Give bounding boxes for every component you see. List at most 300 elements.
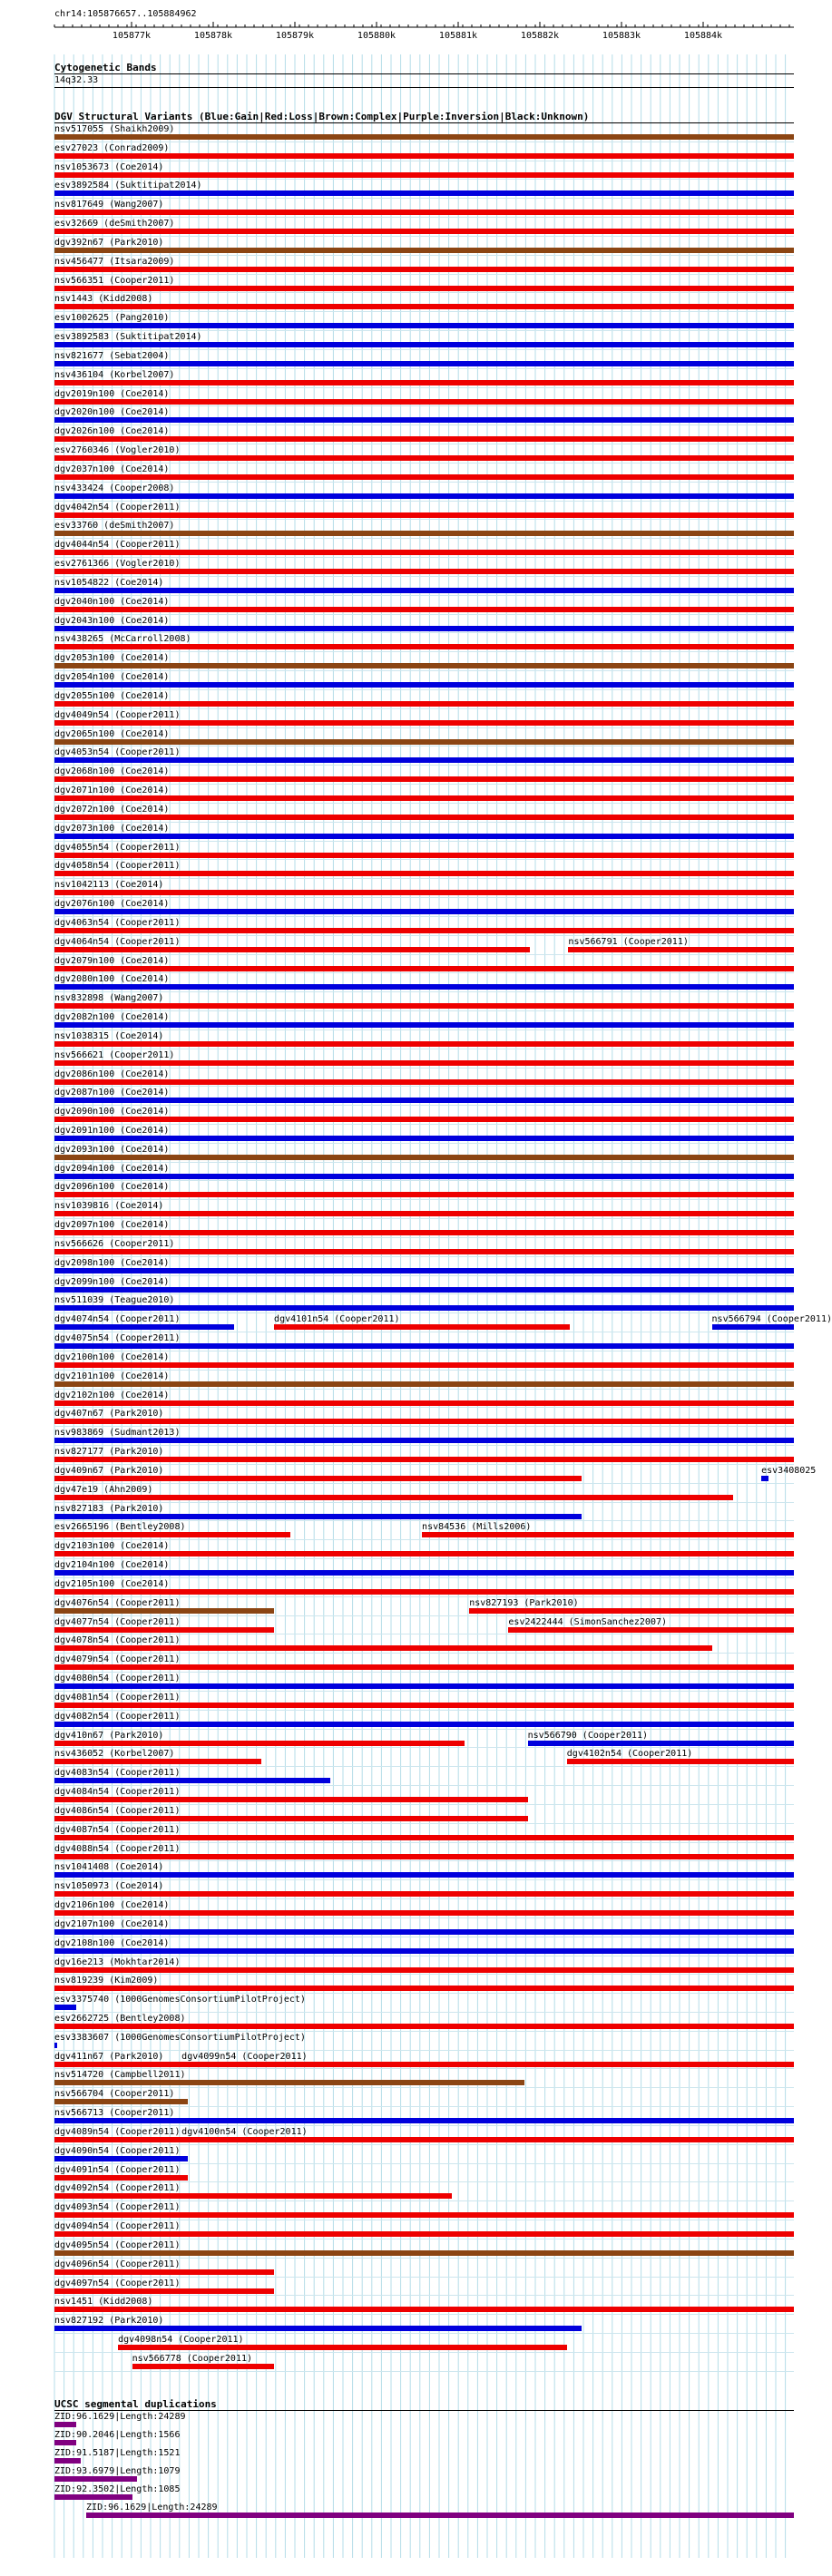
sv-label: dgv2086n100 (Coe2014) bbox=[54, 1068, 170, 1079]
sv-bar[interactable] bbox=[54, 1400, 794, 1406]
sv-label: nsv1054822 (Coe2014) bbox=[54, 577, 164, 588]
sv-bar[interactable] bbox=[54, 871, 794, 876]
sv-bar[interactable] bbox=[54, 834, 794, 839]
sv-label: esv2760346 (Vogler2010) bbox=[54, 445, 181, 456]
row-separator bbox=[54, 878, 794, 879]
sv-label: dgv410n67 (Park2010) bbox=[54, 1730, 164, 1741]
row-separator bbox=[54, 1445, 794, 1446]
row-separator bbox=[54, 292, 794, 293]
row-separator bbox=[54, 2277, 794, 2278]
sv-bar[interactable] bbox=[54, 1192, 794, 1197]
row-separator bbox=[54, 1785, 794, 1786]
sv-bar[interactable] bbox=[54, 890, 794, 895]
sv-bar[interactable] bbox=[54, 304, 794, 309]
row-separator bbox=[54, 2163, 794, 2164]
sv-bar[interactable] bbox=[54, 1343, 794, 1349]
sv-bar[interactable] bbox=[54, 1627, 274, 1633]
sv-label: nsv433424 (Cooper2008) bbox=[54, 483, 175, 493]
sv-bar[interactable] bbox=[54, 1759, 261, 1764]
cytoband-label: 14q32.33 bbox=[54, 75, 99, 85]
sv-label: dgv4087n54 (Cooper2011) bbox=[54, 1824, 181, 1835]
row-separator bbox=[54, 2181, 794, 2182]
sv-bar[interactable] bbox=[54, 569, 794, 574]
sv-bar[interactable] bbox=[274, 1324, 570, 1330]
sv-label: nsv566351 (Cooper2011) bbox=[54, 275, 175, 286]
row-separator bbox=[54, 311, 794, 312]
row-separator bbox=[54, 141, 794, 142]
sv-label: esv3408025 bbox=[761, 1465, 817, 1476]
row-separator bbox=[54, 595, 794, 596]
sv-bar[interactable] bbox=[54, 815, 794, 820]
sv-bar[interactable] bbox=[54, 1060, 794, 1066]
sv-label: dgv4076n54 (Cooper2011) bbox=[54, 1597, 181, 1608]
sv-label: nsv566621 (Cooper2011) bbox=[54, 1049, 175, 1060]
row-separator bbox=[54, 2144, 794, 2145]
sv-bar[interactable] bbox=[422, 1532, 794, 1537]
row-separator bbox=[54, 255, 794, 256]
sv-bar[interactable] bbox=[54, 1722, 794, 1727]
sv-bar[interactable] bbox=[54, 286, 794, 291]
row-separator bbox=[54, 916, 794, 917]
sv-bar[interactable] bbox=[54, 1438, 794, 1443]
sv-bar[interactable] bbox=[54, 1967, 794, 1973]
sv-bar[interactable] bbox=[54, 1986, 794, 1991]
sv-label: nsv566713 (Cooper2011) bbox=[54, 2108, 175, 2119]
sv-bar[interactable] bbox=[54, 512, 794, 518]
sv-label: nsv1053673 (Coe2014) bbox=[54, 161, 164, 172]
sv-bar[interactable] bbox=[54, 342, 794, 347]
sv-label: nsv1041408 (Coe2014) bbox=[54, 1862, 164, 1873]
sv-bar[interactable] bbox=[54, 1136, 794, 1141]
sv-bar[interactable] bbox=[567, 1759, 794, 1764]
row-separator bbox=[54, 2333, 794, 2334]
sv-bar[interactable] bbox=[54, 1230, 794, 1235]
sv-bar[interactable] bbox=[54, 2043, 57, 2048]
sv-label: nsv566790 (Cooper2011) bbox=[527, 1730, 649, 1741]
row-separator bbox=[54, 1162, 794, 1163]
sv-label: dgv4063n54 (Cooper2011) bbox=[54, 917, 181, 928]
row-separator bbox=[54, 1898, 794, 1899]
sv-bar[interactable] bbox=[181, 2137, 794, 2142]
sv-bar[interactable] bbox=[54, 909, 794, 914]
sv-bar[interactable] bbox=[54, 947, 530, 952]
sv-label: dgv4044n54 (Cooper2011) bbox=[54, 540, 181, 551]
sv-bar[interactable] bbox=[54, 2288, 274, 2294]
row-separator bbox=[54, 1029, 794, 1030]
row-separator bbox=[54, 1293, 794, 1294]
sv-label: dgv4082n54 (Cooper2011) bbox=[54, 1711, 181, 1722]
sv-bar[interactable] bbox=[54, 1362, 794, 1368]
sv-bar[interactable] bbox=[54, 701, 794, 707]
row-separator bbox=[54, 179, 794, 180]
sv-bar[interactable] bbox=[54, 1022, 794, 1028]
ucsc-rule bbox=[54, 2410, 794, 2411]
segdup-bar[interactable] bbox=[54, 2458, 81, 2464]
sv-label: dgv2040n100 (Coe2014) bbox=[54, 596, 170, 607]
sv-bar[interactable] bbox=[54, 720, 794, 726]
sv-bar[interactable] bbox=[54, 2193, 452, 2199]
row-separator bbox=[54, 1615, 794, 1616]
sv-label: dgv2099n100 (Coe2014) bbox=[54, 1276, 170, 1287]
segdup-label: ZID:93.6979|Length:1079 bbox=[54, 2465, 181, 2476]
sv-label: dgv4100n54 (Cooper2011) bbox=[181, 2126, 308, 2137]
dgv-track-title: DGV Structural Variants (Blue:Gain|Red:Loss|Brown:Complex|Purple:Inversion|Black:Unknown) bbox=[54, 111, 590, 122]
row-separator bbox=[54, 614, 794, 615]
sv-bar[interactable] bbox=[469, 1608, 794, 1614]
sv-bar[interactable] bbox=[54, 966, 794, 971]
sv-label: dgv2073n100 (Coe2014) bbox=[54, 823, 170, 834]
sv-label: nsv436052 (Korbel2007) bbox=[54, 1749, 175, 1760]
row-separator bbox=[54, 501, 794, 502]
row-separator bbox=[54, 2050, 794, 2051]
sv-bar[interactable] bbox=[54, 1287, 794, 1293]
sv-label: dgv2102n100 (Coe2014) bbox=[54, 1390, 170, 1400]
row-separator bbox=[54, 1407, 794, 1408]
segdup-bar[interactable] bbox=[54, 2440, 76, 2445]
sv-label: esv3892584 (Suktitipat2014) bbox=[54, 181, 202, 191]
row-separator bbox=[54, 482, 794, 483]
sv-label: nsv827177 (Park2010) bbox=[54, 1447, 164, 1458]
row-separator bbox=[54, 387, 794, 388]
segdup-label: ZID:92.3502|Length:1085 bbox=[54, 2483, 181, 2494]
row-separator bbox=[54, 1389, 794, 1390]
sv-bar[interactable] bbox=[54, 2250, 794, 2256]
sv-bar[interactable] bbox=[54, 474, 794, 480]
sv-bar[interactable] bbox=[54, 1664, 794, 1670]
sv-bar[interactable] bbox=[54, 153, 794, 159]
sv-bar[interactable] bbox=[54, 190, 794, 196]
sv-bar[interactable] bbox=[54, 1645, 712, 1651]
sv-bar[interactable] bbox=[54, 1305, 794, 1311]
sv-bar[interactable] bbox=[54, 1174, 794, 1179]
row-separator bbox=[54, 1086, 794, 1087]
sv-label: nsv1050973 (Coe2014) bbox=[54, 1881, 164, 1892]
row-separator bbox=[54, 1710, 794, 1711]
row-separator bbox=[54, 1653, 794, 1654]
sv-bar[interactable] bbox=[54, 1514, 582, 1519]
sv-bar[interactable] bbox=[54, 399, 794, 405]
sv-label: dgv16e213 (Mokhtar2014) bbox=[54, 1956, 181, 1967]
cytoband-track-title: Cytogenetic Bands bbox=[54, 62, 157, 73]
sv-bar[interactable] bbox=[54, 2024, 794, 2029]
sv-bar[interactable] bbox=[54, 739, 794, 745]
sv-bar[interactable] bbox=[761, 1476, 768, 1481]
segdup-bar[interactable] bbox=[54, 2422, 76, 2427]
sv-label: dgv4075n54 (Cooper2011) bbox=[54, 1333, 181, 1344]
sv-label: esv2761366 (Vogler2010) bbox=[54, 559, 181, 570]
row-separator bbox=[54, 1520, 794, 1521]
sv-label: dgv4055n54 (Cooper2011) bbox=[54, 842, 181, 853]
sv-bar[interactable] bbox=[54, 172, 794, 178]
sv-bar[interactable] bbox=[54, 248, 794, 253]
sv-bar[interactable] bbox=[54, 1155, 794, 1160]
sv-bar[interactable] bbox=[54, 493, 794, 499]
sv-label: dgv4042n54 (Cooper2011) bbox=[54, 502, 181, 512]
sv-bar[interactable] bbox=[54, 323, 794, 328]
sv-label: dgv2080n100 (Coe2014) bbox=[54, 974, 170, 985]
row-separator bbox=[54, 822, 794, 823]
sv-label: dgv2103n100 (Coe2014) bbox=[54, 1541, 170, 1552]
row-separator bbox=[54, 557, 794, 558]
sv-bar[interactable] bbox=[54, 1816, 528, 1821]
sv-bar[interactable] bbox=[54, 1589, 794, 1595]
sv-bar[interactable] bbox=[54, 1570, 794, 1576]
sv-label: dgv4098n54 (Cooper2011) bbox=[118, 2335, 244, 2346]
sv-bar[interactable] bbox=[54, 1324, 234, 1330]
sv-label: nsv983869 (Sudmant2013) bbox=[54, 1428, 181, 1439]
sv-bar[interactable] bbox=[54, 1551, 794, 1556]
sv-bar[interactable] bbox=[54, 455, 794, 461]
sv-bar[interactable] bbox=[54, 550, 794, 555]
ruler-tick-label: 105881k bbox=[438, 31, 478, 41]
row-separator bbox=[54, 670, 794, 671]
sv-label: dgv4086n54 (Cooper2011) bbox=[54, 1805, 181, 1816]
sv-label: dgv4091n54 (Cooper2011) bbox=[54, 2164, 181, 2175]
row-separator bbox=[54, 538, 794, 539]
sv-label: dgv392n67 (Park2010) bbox=[54, 237, 164, 248]
sv-bar[interactable] bbox=[54, 607, 794, 612]
sv-label: dgv2108n100 (Coe2014) bbox=[54, 1937, 170, 1948]
sv-label: dgv4058n54 (Cooper2011) bbox=[54, 861, 181, 872]
sv-bar[interactable] bbox=[54, 1268, 794, 1273]
sv-bar[interactable] bbox=[54, 2231, 794, 2237]
sv-label: nsv566704 (Cooper2011) bbox=[54, 2089, 175, 2100]
row-separator bbox=[54, 954, 794, 955]
sv-bar[interactable] bbox=[118, 2345, 567, 2350]
sv-bar[interactable] bbox=[54, 1741, 465, 1746]
sv-label: dgv2096n100 (Coe2014) bbox=[54, 1182, 170, 1193]
sv-label: dgv4101n54 (Cooper2011) bbox=[274, 1314, 400, 1325]
sv-label: dgv2076n100 (Coe2014) bbox=[54, 899, 170, 910]
sv-label: dgv2106n100 (Coe2014) bbox=[54, 1900, 170, 1911]
sv-bar[interactable] bbox=[54, 2118, 794, 2123]
sv-label: nsv1042113 (Coe2014) bbox=[54, 880, 164, 891]
sv-bar[interactable] bbox=[54, 2307, 794, 2312]
row-separator bbox=[54, 1312, 794, 1313]
sv-bar[interactable] bbox=[54, 417, 794, 423]
sv-bar[interactable] bbox=[54, 626, 794, 631]
row-separator bbox=[54, 1804, 794, 1805]
sv-bar[interactable] bbox=[54, 795, 794, 801]
sv-bar[interactable] bbox=[528, 1741, 794, 1746]
sv-bar[interactable] bbox=[54, 2212, 794, 2218]
sv-bar[interactable] bbox=[54, 1532, 290, 1537]
row-separator bbox=[54, 708, 794, 709]
sv-bar[interactable] bbox=[54, 928, 794, 933]
sv-label: dgv4080n54 (Cooper2011) bbox=[54, 1673, 181, 1684]
sv-label: dgv2093n100 (Coe2014) bbox=[54, 1144, 170, 1155]
row-separator bbox=[54, 1218, 794, 1219]
sv-bar[interactable] bbox=[132, 2364, 274, 2369]
cytoband-rule-bottom bbox=[54, 87, 794, 88]
row-separator bbox=[54, 859, 794, 860]
sv-label: esv33760 (deSmith2007) bbox=[54, 521, 175, 532]
row-separator bbox=[54, 330, 794, 331]
sv-bar[interactable] bbox=[54, 1457, 794, 1462]
sv-label: esv3892583 (Suktitipat2014) bbox=[54, 332, 202, 343]
sv-label: dgv2079n100 (Coe2014) bbox=[54, 955, 170, 966]
sv-bar[interactable] bbox=[54, 1419, 794, 1424]
sv-bar[interactable] bbox=[54, 1778, 330, 1783]
row-separator bbox=[54, 576, 794, 577]
row-separator bbox=[54, 1596, 794, 1597]
sv-bar[interactable] bbox=[712, 1324, 794, 1330]
sv-bar[interactable] bbox=[54, 380, 794, 385]
row-separator bbox=[54, 632, 794, 633]
row-separator bbox=[54, 1729, 794, 1730]
row-separator bbox=[54, 1766, 794, 1767]
sv-bar[interactable] bbox=[54, 1797, 528, 1802]
sv-bar[interactable] bbox=[54, 2137, 181, 2142]
row-separator bbox=[54, 349, 794, 350]
sv-bar[interactable] bbox=[181, 2062, 794, 2067]
sv-bar[interactable] bbox=[54, 1835, 794, 1840]
row-separator bbox=[54, 1691, 794, 1692]
sv-bar[interactable] bbox=[54, 776, 794, 782]
sv-bar[interactable] bbox=[54, 1249, 794, 1254]
sv-bar[interactable] bbox=[54, 2175, 188, 2181]
row-separator bbox=[54, 1124, 794, 1125]
sv-label: esv2665196 (Bentley2008) bbox=[54, 1522, 186, 1533]
sv-label: nsv827183 (Park2010) bbox=[54, 1503, 164, 1514]
sv-bar[interactable] bbox=[54, 1079, 794, 1085]
sv-bar[interactable] bbox=[54, 2326, 582, 2331]
sv-bar[interactable] bbox=[54, 210, 794, 215]
sv-label: dgv2037n100 (Coe2014) bbox=[54, 463, 170, 474]
ruler-tick-label: 105877k bbox=[112, 31, 152, 41]
sv-label: nsv566794 (Cooper2011) bbox=[711, 1314, 832, 1325]
row-separator bbox=[54, 1974, 794, 1975]
row-separator bbox=[54, 1747, 794, 1748]
sv-bar[interactable] bbox=[54, 663, 794, 668]
sv-bar[interactable] bbox=[54, 1872, 794, 1878]
sv-bar[interactable] bbox=[54, 134, 794, 140]
sv-bar[interactable] bbox=[54, 2156, 188, 2161]
row-separator bbox=[54, 972, 794, 973]
segdup-bar[interactable] bbox=[54, 2494, 132, 2500]
sv-bar[interactable] bbox=[54, 2099, 188, 2104]
row-separator bbox=[54, 236, 794, 237]
row-separator bbox=[54, 424, 794, 425]
sv-label: dgv2087n100 (Coe2014) bbox=[54, 1088, 170, 1098]
sv-bar[interactable] bbox=[54, 361, 794, 366]
sv-bar[interactable] bbox=[54, 1683, 794, 1689]
row-separator bbox=[54, 689, 794, 690]
dgv-rule bbox=[54, 122, 794, 123]
row-separator bbox=[54, 897, 794, 898]
sv-bar[interactable] bbox=[54, 1891, 794, 1897]
sv-label: dgv2053n100 (Coe2014) bbox=[54, 653, 170, 664]
sv-label: dgv4102n54 (Cooper2011) bbox=[566, 1749, 693, 1760]
ruler-tick-label: 105882k bbox=[520, 31, 560, 41]
sv-label: nsv566778 (Cooper2011) bbox=[132, 2353, 253, 2364]
sv-label: nsv514720 (Campbell2011) bbox=[54, 2070, 186, 2081]
sv-bar[interactable] bbox=[54, 853, 794, 858]
sv-bar[interactable] bbox=[54, 1211, 794, 1216]
sv-label: nsv827193 (Park2010) bbox=[469, 1597, 579, 1608]
row-separator bbox=[54, 2106, 794, 2107]
sv-bar[interactable] bbox=[54, 267, 794, 272]
sv-bar[interactable] bbox=[54, 1495, 733, 1500]
sv-bar[interactable] bbox=[54, 644, 794, 649]
row-separator bbox=[54, 1539, 794, 1540]
sv-label: dgv2105n100 (Coe2014) bbox=[54, 1578, 170, 1589]
sv-label: dgv2094n100 (Coe2014) bbox=[54, 1163, 170, 1174]
sv-bar[interactable] bbox=[54, 1117, 794, 1122]
sv-bar[interactable] bbox=[54, 588, 794, 593]
ruler-tick-label: 105883k bbox=[602, 31, 641, 41]
segdup-bar[interactable] bbox=[86, 2513, 794, 2518]
sv-bar[interactable] bbox=[54, 1703, 794, 1708]
sv-label: esv32669 (deSmith2007) bbox=[54, 219, 175, 229]
sv-bar[interactable] bbox=[54, 1098, 794, 1103]
segdup-bar[interactable] bbox=[54, 2476, 137, 2482]
sv-label: dgv2072n100 (Coe2014) bbox=[54, 804, 170, 815]
sv-label: dgv2068n100 (Coe2014) bbox=[54, 766, 170, 777]
sv-bar[interactable] bbox=[54, 1608, 274, 1614]
sv-label: dgv2026n100 (Coe2014) bbox=[54, 426, 170, 437]
sv-label: dgv411n67 (Park2010) bbox=[54, 2051, 164, 2062]
sv-bar[interactable] bbox=[54, 1854, 794, 1859]
sv-label: nsv817649 (Wang2007) bbox=[54, 200, 164, 210]
sv-bar[interactable] bbox=[568, 947, 794, 952]
sv-bar[interactable] bbox=[54, 2269, 274, 2275]
sv-bar[interactable] bbox=[54, 757, 794, 763]
sv-bar[interactable] bbox=[54, 1041, 794, 1047]
sv-bar[interactable] bbox=[54, 229, 794, 234]
sv-bar[interactable] bbox=[54, 1910, 794, 1916]
sv-bar[interactable] bbox=[54, 1929, 794, 1935]
sv-bar[interactable] bbox=[54, 2062, 181, 2067]
sv-label: esv2422444 (SimonSanchez2007) bbox=[508, 1616, 668, 1627]
sv-bar[interactable] bbox=[54, 1003, 794, 1009]
sv-label: nsv1451 (Kidd2008) bbox=[54, 2297, 153, 2308]
row-separator bbox=[54, 1426, 794, 1427]
ruler-tick-label: 105880k bbox=[357, 31, 396, 41]
row-separator bbox=[54, 1237, 794, 1238]
row-separator bbox=[54, 1860, 794, 1861]
sv-bar[interactable] bbox=[54, 984, 794, 990]
sv-bar[interactable] bbox=[508, 1627, 794, 1633]
sv-label: dgv2098n100 (Coe2014) bbox=[54, 1257, 170, 1268]
ucsc-track-title: UCSC segmental duplications bbox=[54, 2397, 217, 2410]
sv-label: dgv4083n54 (Cooper2011) bbox=[54, 1768, 181, 1779]
sv-label: nsv566791 (Cooper2011) bbox=[568, 936, 689, 947]
sv-label: dgv2091n100 (Coe2014) bbox=[54, 1125, 170, 1136]
sv-label: dgv4092n54 (Cooper2011) bbox=[54, 2183, 181, 2194]
row-separator bbox=[54, 784, 794, 785]
row-separator bbox=[54, 1275, 794, 1276]
sv-bar[interactable] bbox=[54, 436, 794, 442]
sv-bar[interactable] bbox=[54, 531, 794, 536]
sv-bar[interactable] bbox=[54, 1948, 794, 1954]
sv-label: dgv4049n54 (Cooper2011) bbox=[54, 709, 181, 720]
sv-label: dgv47e19 (Ahn2009) bbox=[54, 1484, 153, 1495]
sv-label: nsv566626 (Cooper2011) bbox=[54, 1238, 175, 1249]
sv-bar[interactable] bbox=[54, 2080, 524, 2085]
sv-bar[interactable] bbox=[54, 1381, 794, 1387]
sv-label: nsv1443 (Kidd2008) bbox=[54, 294, 153, 305]
sv-label: dgv2019n100 (Coe2014) bbox=[54, 388, 170, 399]
sv-label: dgv4090n54 (Cooper2011) bbox=[54, 2145, 181, 2156]
sv-bar[interactable] bbox=[54, 2005, 76, 2010]
sv-bar[interactable] bbox=[54, 682, 794, 688]
row-separator bbox=[54, 1842, 794, 1843]
sv-bar[interactable] bbox=[54, 1476, 582, 1481]
row-separator bbox=[54, 1672, 794, 1673]
sv-label: nsv456477 (Itsara2009) bbox=[54, 256, 175, 267]
row-separator bbox=[54, 1256, 794, 1257]
